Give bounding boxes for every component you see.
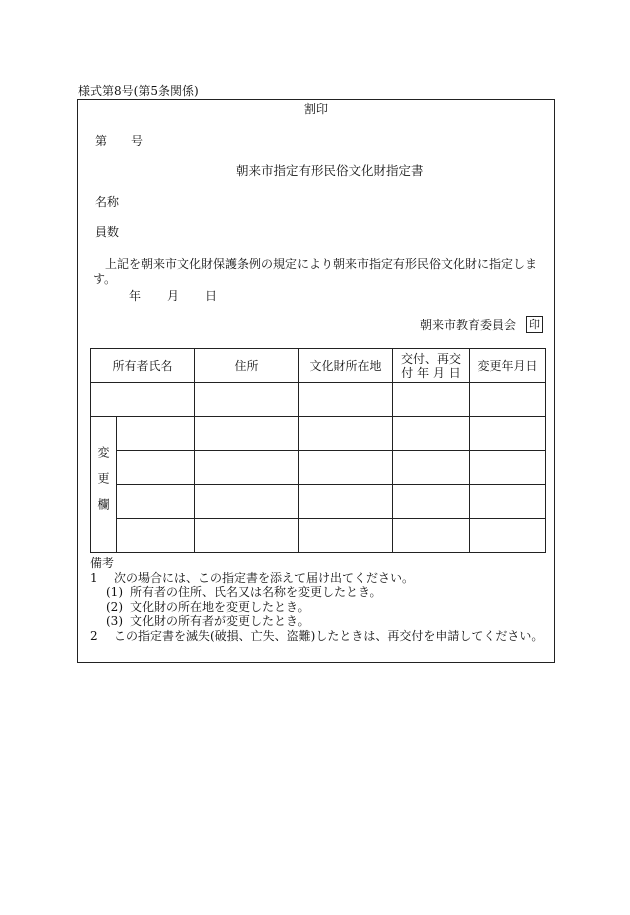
table-row [91, 383, 546, 417]
official-seal: 印 [526, 316, 543, 333]
table-cell [299, 485, 393, 519]
date-year: 年 [129, 289, 142, 303]
table-cell [393, 417, 470, 451]
notes-section [90, 556, 543, 643]
table-header-row [91, 349, 546, 383]
header-issue-line1: 交付、再交 [401, 351, 462, 366]
table-cell [299, 451, 393, 485]
table-row [91, 417, 546, 451]
table-cell [117, 417, 195, 451]
change-column-label [91, 417, 117, 553]
header-issue-line2: 付 年 月 日 [401, 365, 461, 380]
note-number: (2) [106, 599, 123, 614]
change-column-text: 変更欄 [96, 445, 110, 524]
note-text: 文化財の所在地を変更したとき。 [130, 599, 310, 614]
table-row [91, 451, 546, 485]
certificate-number [95, 135, 143, 147]
document-title: 朝来市指定有形民俗文化財指定書 [236, 163, 424, 178]
form-label: 様式第8号(第5条関係) [78, 84, 199, 98]
note-item [90, 600, 543, 615]
table-cell [393, 383, 470, 417]
count-label: 員数 [95, 225, 120, 239]
table-cell [91, 383, 195, 417]
number-suffix: 号 [131, 134, 144, 148]
header-change-date: 変更年月日 [470, 349, 546, 383]
table-cell [299, 519, 393, 553]
issue-date [129, 290, 217, 302]
table-cell [195, 519, 299, 553]
note-text: 次の場合には、この指定書を添えて届け出てください。 [114, 570, 415, 585]
table-cell [393, 485, 470, 519]
note-item [90, 571, 543, 586]
note-text: 文化財の所有者が変更したとき。 [130, 614, 310, 628]
note-text: この指定書を滅失(破損、亡失、盗難)したときは、再交付を申請してください。 [114, 628, 544, 643]
header-issue-date [393, 349, 470, 383]
table-row [91, 485, 546, 519]
note-item [90, 629, 543, 644]
notes-heading: 備考 [90, 556, 115, 570]
header-address: 住所 [195, 349, 299, 383]
designation-statement: 上記を朝来市文化財保護条例の規定により朝来市指定有形民俗文化財に指定します。 [93, 257, 538, 286]
table-cell [195, 383, 299, 417]
header-owner: 所有者氏名 [91, 349, 195, 383]
table-cell [117, 485, 195, 519]
table-cell [195, 485, 299, 519]
table-cell [195, 417, 299, 451]
table-cell [470, 451, 546, 485]
number-prefix: 第 [95, 134, 108, 148]
table-row [91, 519, 546, 553]
table-cell [470, 417, 546, 451]
note-text: 所有者の住所、氏名又は名称を変更したとき。 [130, 585, 382, 599]
note-item [90, 614, 543, 629]
date-month: 月 [167, 289, 180, 303]
table-cell [299, 417, 393, 451]
table-cell [117, 519, 195, 553]
name-label: 名称 [95, 195, 120, 209]
table-cell [470, 519, 546, 553]
table-cell [470, 383, 546, 417]
table-cell [195, 451, 299, 485]
header-location: 文化財所在地 [299, 349, 393, 383]
note-number: 2 [90, 628, 98, 643]
table-cell [117, 451, 195, 485]
table-cell [299, 383, 393, 417]
seal-label: 割印 [304, 102, 329, 116]
issuer-name: 朝来市教育委員会 [420, 318, 517, 332]
note-number: 1 [90, 570, 98, 585]
note-item [90, 585, 543, 600]
table-cell [393, 519, 470, 553]
table-cell [470, 485, 546, 519]
table-cell [393, 451, 470, 485]
owner-register-table [90, 348, 546, 553]
note-number: (1) [106, 585, 123, 599]
note-number: (3) [106, 614, 123, 628]
date-day: 日 [205, 289, 218, 303]
